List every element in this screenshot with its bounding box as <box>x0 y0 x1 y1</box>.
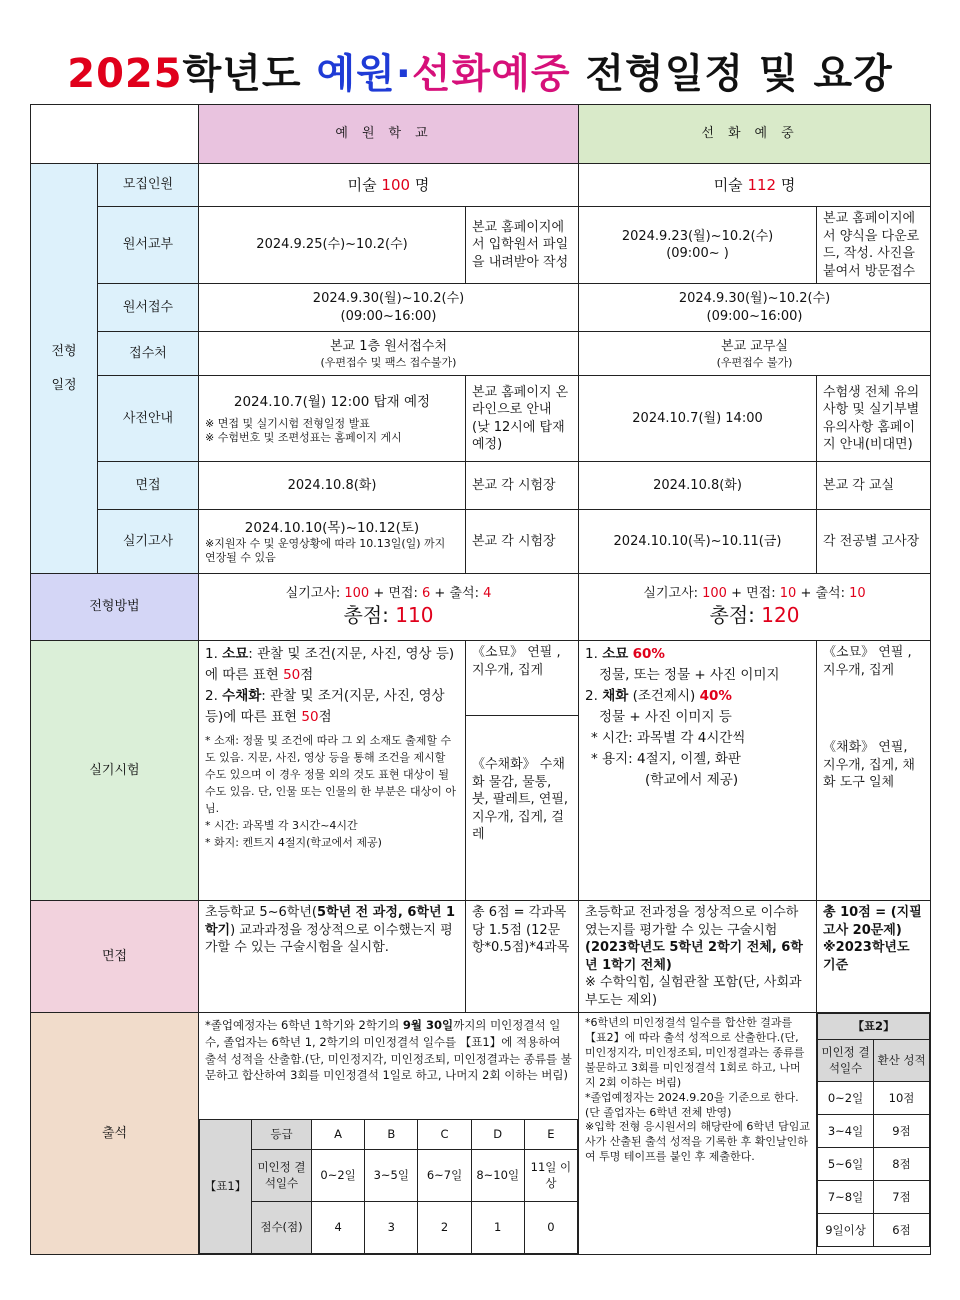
yw-attendance <box>199 1013 579 1255</box>
yw-item1-num: 1. <box>205 646 223 663</box>
yw-total-value: 110 <box>395 603 434 628</box>
yw-place <box>199 332 579 376</box>
row-label-place: 접수처 <box>98 332 199 376</box>
title-sunhwa: 선화예중 <box>411 51 571 97</box>
yw-method-line1 <box>205 585 572 603</box>
sh-att-text2: *졸업예정자는 2024.9.20을 기준으로 한다.(단 졸업자는 6학년 전체 반영) <box>585 1090 799 1119</box>
title-year-suffix: 학년도 <box>182 51 317 97</box>
row-label-distribution: 원서교부 <box>98 207 199 284</box>
yw-place-main: 본교 1층 원서접수처 <box>330 339 447 355</box>
yw-place-sub: (우편접수 및 팩스 접수불가) <box>320 355 457 369</box>
yw-method-p-label: 실기고사: <box>285 585 345 601</box>
yw-method-a-label: + 출석: <box>430 585 484 601</box>
table2-r3-days: 7~8일 <box>818 1181 874 1214</box>
sh-practical-exam <box>579 641 817 901</box>
sh-method-i: 10 <box>779 585 797 601</box>
table2-h2: 환산 성적 <box>874 1040 930 1082</box>
sh-item2-title: 채화 <box>602 688 629 705</box>
sh-interview-score: 총 10점 = (지필고사 20문제) ※2023학년도 기준 <box>817 901 931 1013</box>
yw-item2-desc: : 관찰 및 조거(지문, 사진, 영상 등)에 따른 표현 <box>205 688 445 725</box>
category-practical: 실기시험 <box>31 641 199 901</box>
sh-method-a: 10 <box>849 585 866 601</box>
sh-item1-pct: 60% <box>632 646 665 663</box>
yw-method-i-label: + 면접: <box>369 585 423 601</box>
table2-r0-days: 0~2일 <box>818 1082 874 1115</box>
sh-item1 <box>585 644 810 665</box>
sh-item1-sub: 정물, 또는 정물 + 사진 이미지 <box>599 667 780 684</box>
yw-notice-date: 2024.10.7(월) 12:00 탑재 예정 <box>233 393 431 410</box>
category-method: 전형방법 <box>31 574 199 641</box>
sh-place-main: 본교 교무실 <box>721 339 788 355</box>
sh-method-p-label: 실기고사: <box>643 585 703 601</box>
table1-s4: 0 <box>524 1202 577 1254</box>
sh-method-line1 <box>585 585 924 603</box>
yw-method-total <box>205 602 572 629</box>
yw-attendance-text <box>199 1013 578 1119</box>
yw-practical-note: ※지원자 수 및 운영상황에 따라 10.13일(일) 까지 연장될 수 있음 <box>205 537 446 564</box>
yw-item1-unit: 점 <box>300 667 314 684</box>
sh-item1-title: 소묘 <box>602 646 629 663</box>
yw-interview-date: 2024.10.8(화) <box>199 462 466 510</box>
sh-method-i-label: + 면접: <box>726 585 780 601</box>
yw-interview-score: 총 6점 = 각과목당 1.5점 (12문항*0.5점)*4과목 <box>466 901 579 1013</box>
yw-item1-score: 50 <box>283 667 301 684</box>
sh-item2-pct: 40% <box>699 688 732 705</box>
yw-practical-date: 2024.10.10(목)~10.12(토) <box>244 519 420 536</box>
sh-tools-painting: 《채화》 연필, 지우개, 집게, 채화 도구 일체 <box>823 740 915 791</box>
sh-attendance <box>579 1013 817 1255</box>
table2-label: 【표2】 <box>818 1014 930 1040</box>
yw-practical-exam <box>199 641 466 901</box>
table1-d0: 0~2일 <box>312 1150 365 1202</box>
yw-method <box>199 574 579 641</box>
table2-r1-score: 9점 <box>874 1115 930 1148</box>
sh-note-time: * 시간: 과목별 각 4시간씩 <box>591 729 746 746</box>
sh-recruit-num: 112 <box>747 175 777 194</box>
yw-distribution-note: 본교 홈페이지에서 입학원서 파일을 내려받아 작성 <box>466 207 579 284</box>
yw-notice-n1: ※ 면접 및 실기시험 전형일정 발표 <box>205 417 370 431</box>
yw-item2-score: 50 <box>301 708 319 725</box>
sh-method <box>579 574 931 641</box>
yw-tools-watercolor: 《수채화》 수채화 물감, 물통, 붓, 팔레트, 연필, 지우개, 집게, 걸레 <box>466 716 579 901</box>
yw-interview-b: 5학년 전 과정, 6학년 1학기 <box>205 905 456 938</box>
table1-h4: D <box>471 1120 524 1150</box>
sh-interview-date: 2024.10.8(화) <box>579 462 817 510</box>
yw-att-c: 까지의 미인정결석 일수, 졸업자는 6학년 1, 2학기의 미인정결석 일수를 【표1】에 적용하여 출석 성적을 산출함.(단, 미인정지각, 미인정조퇴, 미인정결과는 종류를 불문하고 합산하여 3회를 미인정결석 1일로 하고, 나머지 2회 이하는 버림) <box>205 1018 572 1083</box>
table1-d1: 3~5일 <box>365 1150 418 1202</box>
row-label-practical: 실기고사 <box>98 510 199 574</box>
yw-item1 <box>205 644 459 686</box>
yw-note-time: * 시간: 과목별 각 3시간~4시간 <box>205 819 358 833</box>
sh-method-a-label: + 출석: <box>796 585 850 601</box>
title-yewon: 예원 <box>316 51 396 97</box>
sh-recruit-pre: 미술 <box>713 175 748 194</box>
table1-h2: B <box>365 1120 418 1150</box>
yw-recruit-pre: 미술 <box>347 175 382 194</box>
table2-r1-days: 3~4일 <box>818 1115 874 1148</box>
yw-item2-unit: 점 <box>318 708 332 725</box>
yw-item2 <box>205 686 459 728</box>
table2 <box>817 1013 930 1247</box>
yw-item2-num: 2. <box>205 688 223 705</box>
category-interview: 면접 <box>31 901 199 1013</box>
sh-place <box>579 332 931 376</box>
sh-total-label: 총점: <box>709 603 762 628</box>
sh-interview-place: 본교 각 교실 <box>817 462 931 510</box>
table1-h3: C <box>418 1120 471 1150</box>
yw-note-paper: * 화지: 켄트지 4절지(학교에서 제공) <box>205 836 382 850</box>
sh-total-value: 120 <box>761 603 800 628</box>
category-schedule: 전형 일정 <box>31 164 98 574</box>
sh-interview-b: (2023학년도 5학년 2학기 전체, 6학년 1학기 전체) <box>585 940 803 973</box>
yw-interview-a: 초등학교 5~6학년( <box>205 905 317 921</box>
yw-notice-note: 본교 홈페이지 온라인으로 안내 (낮 12시에 탑재 예정) <box>466 376 579 462</box>
title-year: 2025 <box>67 51 183 97</box>
sh-interview-c: ※ 수학익힘, 실험관찰 포함(단, 사회과 부도는 제외) <box>585 975 802 1008</box>
sh-notice-date: 2024.10.7(월) 14:00 <box>579 376 817 462</box>
table1-s1: 3 <box>365 1202 418 1254</box>
yw-distribution-date: 2024.9.25(수)~10.2(수) <box>199 207 466 284</box>
sh-practical-place: 각 전공별 고사장 <box>817 510 931 574</box>
header-yewon: 예원학교 <box>199 105 579 164</box>
sh-recruit-post: 명 <box>776 175 796 194</box>
sh-att-text3: ※입학 전형 응시원서의 해당란에 6학년 담임교사가 산출된 출석 성적을 기록한 후 확인날인하여 투명 테이프를 붙인 후 제출한다. <box>585 1120 810 1164</box>
sh-distribution-note: 본교 홈페이지에서 양식을 다운로드, 작성. 사진을 붙여서 방문접수 <box>817 207 931 284</box>
sh-distribution-date: 2024.9.23(월)~10.2(수) (09:00~ ) <box>579 207 817 284</box>
header-sunhwa: 선화예중 <box>579 105 931 164</box>
yw-item1-title: 소묘 <box>222 646 249 663</box>
sh-att-text1: *6학년의 미인정결석 일수를 합산한 결과를 【표2】에 따라 출석 성적으로 산출한다.(단, 미인정지각, 미인정조퇴, 미인정결과는 종류를 불문하고 3회를 미인정결석 1회로 하고, 나머지 2회 이하는 버림) <box>585 1016 805 1089</box>
yw-receipt: 2024.9.30(월)~10.2(수) (09:00~16:00) <box>199 284 579 332</box>
yw-total-label: 총점: <box>343 603 396 628</box>
sh-interview-exam <box>579 901 817 1013</box>
yw-notice <box>199 376 466 462</box>
category-attendance: 출석 <box>31 1013 199 1255</box>
sh-practical-date: 2024.10.10(목)~10.11(금) <box>579 510 817 574</box>
table2-r2-score: 8점 <box>874 1148 930 1181</box>
table1-d3: 8~10일 <box>471 1150 524 1202</box>
title-dot: · <box>395 51 412 97</box>
table1-d4: 11일 이상 <box>524 1150 577 1202</box>
sh-attendance-table <box>817 1013 931 1255</box>
yw-method-p: 100 <box>344 585 370 601</box>
sh-interview-a: 초등학교 전과정을 정상적으로 이수하였는지를 평가할 수 있는 구술시험 <box>585 905 799 938</box>
sh-notice-note: 수험생 전체 유의사항 및 실기부별 유의사항 홈페이지 안내(비대면) <box>817 376 931 462</box>
yw-recruit-post: 명 <box>410 175 430 194</box>
table1-s3: 1 <box>471 1202 524 1254</box>
yw-item1-desc: : 관찰 및 조건(지문, 사진, 영상 등)에 따른 표현 <box>205 646 455 684</box>
sh-method-p: 100 <box>702 585 727 601</box>
sh-receipt: 2024.9.30(월)~10.2(수) (09:00~16:00) <box>579 284 931 332</box>
sh-tools <box>817 641 931 901</box>
table2-r0-score: 10점 <box>874 1082 930 1115</box>
sh-item2-sub: 정물 + 사진 이미지 등 <box>599 708 732 725</box>
table1-label: 【표1】 <box>200 1120 252 1254</box>
table1 <box>199 1119 578 1254</box>
sh-item2-num: 2. <box>585 688 603 705</box>
yw-interview-place: 본교 각 시험장 <box>466 462 579 510</box>
yw-recruit-num: 100 <box>381 175 411 194</box>
yw-interview-exam <box>199 901 466 1013</box>
table1-days-label: 미인정 결석일수 <box>252 1150 312 1202</box>
table1-score-label: 점수(점) <box>252 1202 312 1254</box>
yw-tools-drawing: 《소묘》 연필 ,지우개, 집게 <box>466 641 579 716</box>
row-label-interview: 면접 <box>98 462 199 510</box>
yw-method-a: 4 <box>483 585 492 601</box>
table2-r4-score: 6점 <box>874 1214 930 1247</box>
admission-table <box>30 104 931 1255</box>
row-label-receipt: 원서접수 <box>98 284 199 332</box>
sh-note-provided: (학교에서 제공) <box>645 771 739 788</box>
table1-h1: A <box>312 1120 365 1150</box>
sh-note-paper: * 용지: 4절지, 이젤, 화판 <box>591 750 741 767</box>
sh-place-sub: (우편접수 불가) <box>716 355 793 369</box>
table2-h1: 미인정 결석일수 <box>818 1040 874 1082</box>
table2-r3-score: 7점 <box>874 1181 930 1214</box>
yw-method-i: 6 <box>422 585 431 601</box>
sh-item2 <box>585 686 810 707</box>
yw-interview-c: ) 교과과정을 정상적으로 이수했는지 평가할 수 있는 구술시험을 실시함. <box>205 922 453 956</box>
title-rest: 전형일정 및 요강 <box>570 51 893 97</box>
table1-h0: 등급 <box>252 1120 312 1150</box>
table2-r4-days: 9일이상 <box>818 1214 874 1247</box>
table1-d2: 6~7일 <box>418 1150 471 1202</box>
sh-recruit <box>579 164 931 207</box>
corner-cell <box>31 105 199 164</box>
table1-h5: E <box>524 1120 577 1150</box>
yw-att-a: *졸업예정자는 6학년 1학기와 2학기의 <box>205 1018 403 1033</box>
row-label-recruit: 모집인원 <box>98 164 199 207</box>
sh-item1-num: 1. <box>585 646 603 663</box>
sh-tools-drawing: 《소묘》 연필 ,지우개, 집게 <box>823 645 912 678</box>
row-label-notice: 사전안내 <box>98 376 199 462</box>
yw-recruit <box>199 164 579 207</box>
page-title <box>0 42 960 99</box>
yw-practical-place: 본교 각 시험장 <box>466 510 579 574</box>
sh-item2-cond: (조건제시) <box>628 688 700 705</box>
yw-notice-n2: ※ 수험번호 및 조편성표는 홈페이지 게시 <box>205 430 402 444</box>
table1-s0: 4 <box>312 1202 365 1254</box>
yw-note-subject: * 소재: 정물 및 조건에 따라 그 외 소재도 출제할 수도 있음. 지문, 사진, 영상 등을 통해 조건을 제시할 수도 있으며 이 경우 정물 외의 것도 표현 대상이 될 수도 있음. 단, 인물 또는 인물의 한 부분은 대상이 아님. <box>205 733 456 816</box>
table2-r2-days: 5~6일 <box>818 1148 874 1181</box>
yw-att-b: 9월 30일 <box>402 1018 454 1033</box>
table1-s2: 2 <box>418 1202 471 1254</box>
yw-item2-title: 수채화 <box>222 688 262 705</box>
yw-practical <box>199 510 466 574</box>
sh-method-total <box>585 602 924 629</box>
